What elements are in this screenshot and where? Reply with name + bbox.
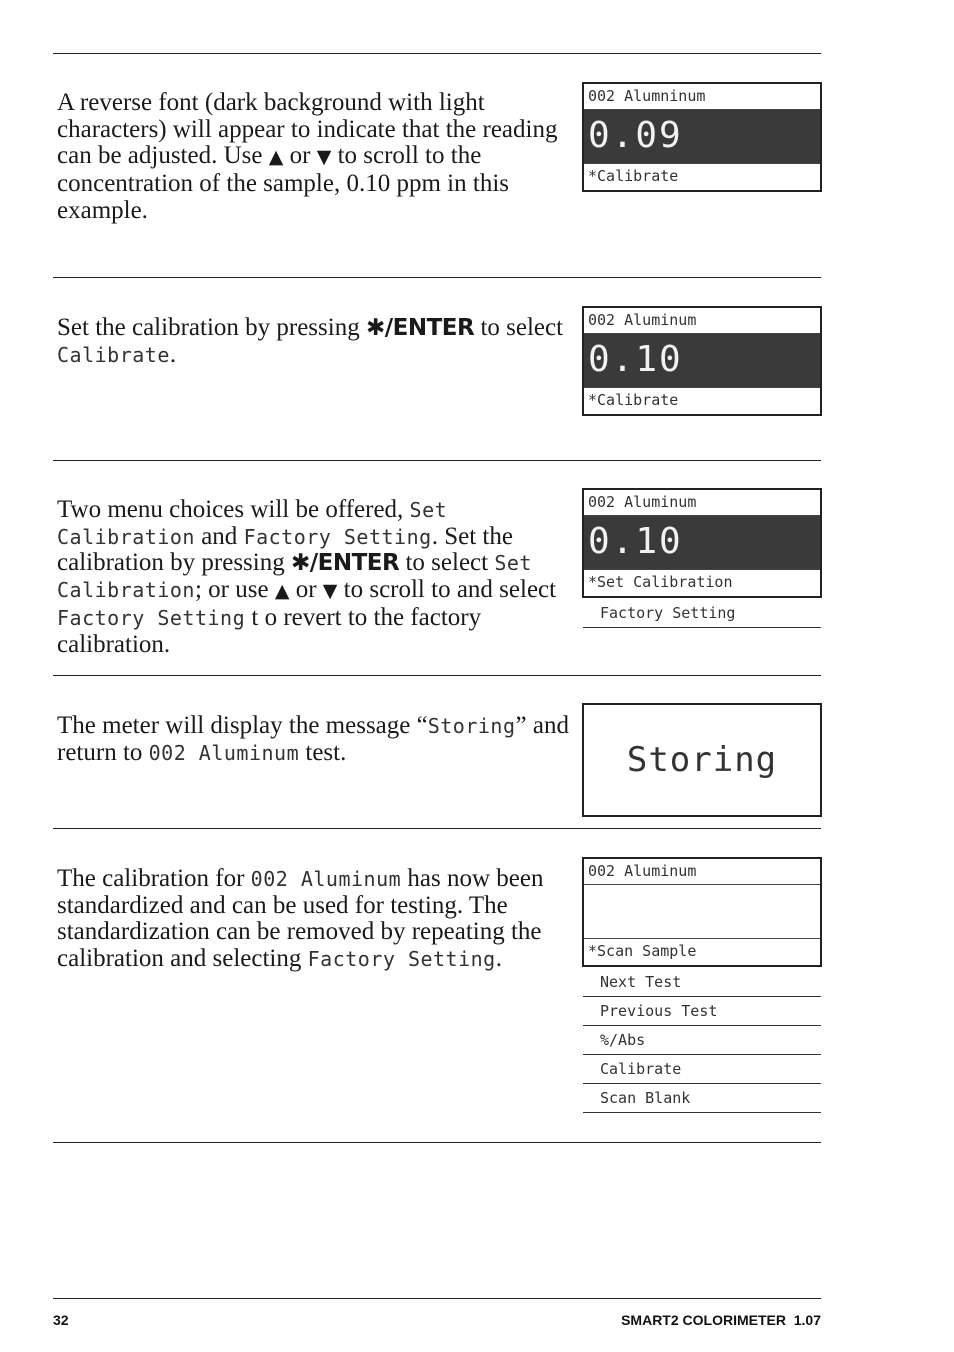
- down-arrow-icon: ▼: [322, 580, 338, 603]
- paragraph-standardized: The calibration for 002 Aluminum has now been standardized and can be used for testing. The standardization can be removed by repeating the calibration and selecting Factory Setting.: [57, 865, 544, 973]
- lcd-display: [582, 306, 822, 416]
- menu-option: Next Test: [583, 969, 821, 997]
- lcd-menu-item: *Set Calibration: [588, 573, 733, 591]
- lcd-display: [582, 82, 822, 192]
- lcd-reading: 0.10: [584, 516, 820, 570]
- paragraph-set-calibration: Set the calibration by pressing ✱/ENTER to select Calibrate.: [57, 314, 564, 368]
- enter-key: ✱/ENTER: [290, 550, 400, 577]
- lcd-menu-item: *Calibrate: [588, 167, 679, 185]
- divider: [53, 460, 821, 461]
- lcd-menu-item: *Scan Sample: [588, 942, 697, 960]
- menu-option-factory-setting: Factory Setting: [583, 600, 821, 628]
- paragraph-reverse-font: A reverse font (dark background with light characters) will appear to indicate that the reading can be adjusted. Use ▲ or ▼ to scroll to the concentration of the sample, 0.10 ppm in this example.: [57, 89, 558, 224]
- menu-option: Scan Blank: [583, 1085, 821, 1113]
- up-arrow-icon: ▲: [268, 146, 284, 169]
- footer-title: SMART2 COLORIMETER 1.07: [621, 1312, 821, 1328]
- paragraph-menu-choices: Two menu choices will be offered, Set Calibration and Factory Setting. Set the calibration by pressing ✱/ENTER to select Set Calibration; or use ▲ or ▼ to scroll to and select Factory Setting t o revert to the factory calibration.: [57, 496, 557, 658]
- lcd-display: [582, 857, 822, 967]
- divider: [53, 828, 821, 829]
- menu-option: Previous Test: [583, 998, 821, 1026]
- lcd-reading: 0.10: [584, 334, 820, 388]
- lcd-test-name: 002 Alumninum: [584, 84, 820, 110]
- lcd-test-name: 002 Aluminum: [584, 859, 820, 885]
- paragraph-storing: The meter will display the message “Storing” and return to 002 Aluminum test.: [57, 712, 569, 766]
- divider: [53, 1298, 821, 1299]
- down-arrow-icon: ▼: [316, 146, 332, 169]
- lcd-reading: 0.09: [584, 110, 820, 164]
- lcd-menu-item: *Calibrate: [588, 391, 679, 409]
- divider: [53, 277, 821, 278]
- lcd-test-name: 002 Aluminum: [584, 308, 820, 334]
- enter-key: ✱/ENTER: [365, 315, 475, 341]
- page-number: 32: [53, 1312, 69, 1328]
- menu-option: %/Abs: [583, 1027, 821, 1055]
- lcd-display: [582, 488, 822, 598]
- menu-option: Calibrate: [583, 1056, 821, 1084]
- up-arrow-icon: ▲: [274, 580, 290, 603]
- divider: [53, 1142, 821, 1143]
- divider: [53, 53, 821, 54]
- lcd-blank-reading: [584, 885, 820, 939]
- code-text: Calibrate: [57, 342, 170, 367]
- lcd-storing-display: Storing: [582, 703, 822, 817]
- divider: [53, 675, 821, 676]
- lcd-test-name: 002 Aluminum: [584, 490, 820, 516]
